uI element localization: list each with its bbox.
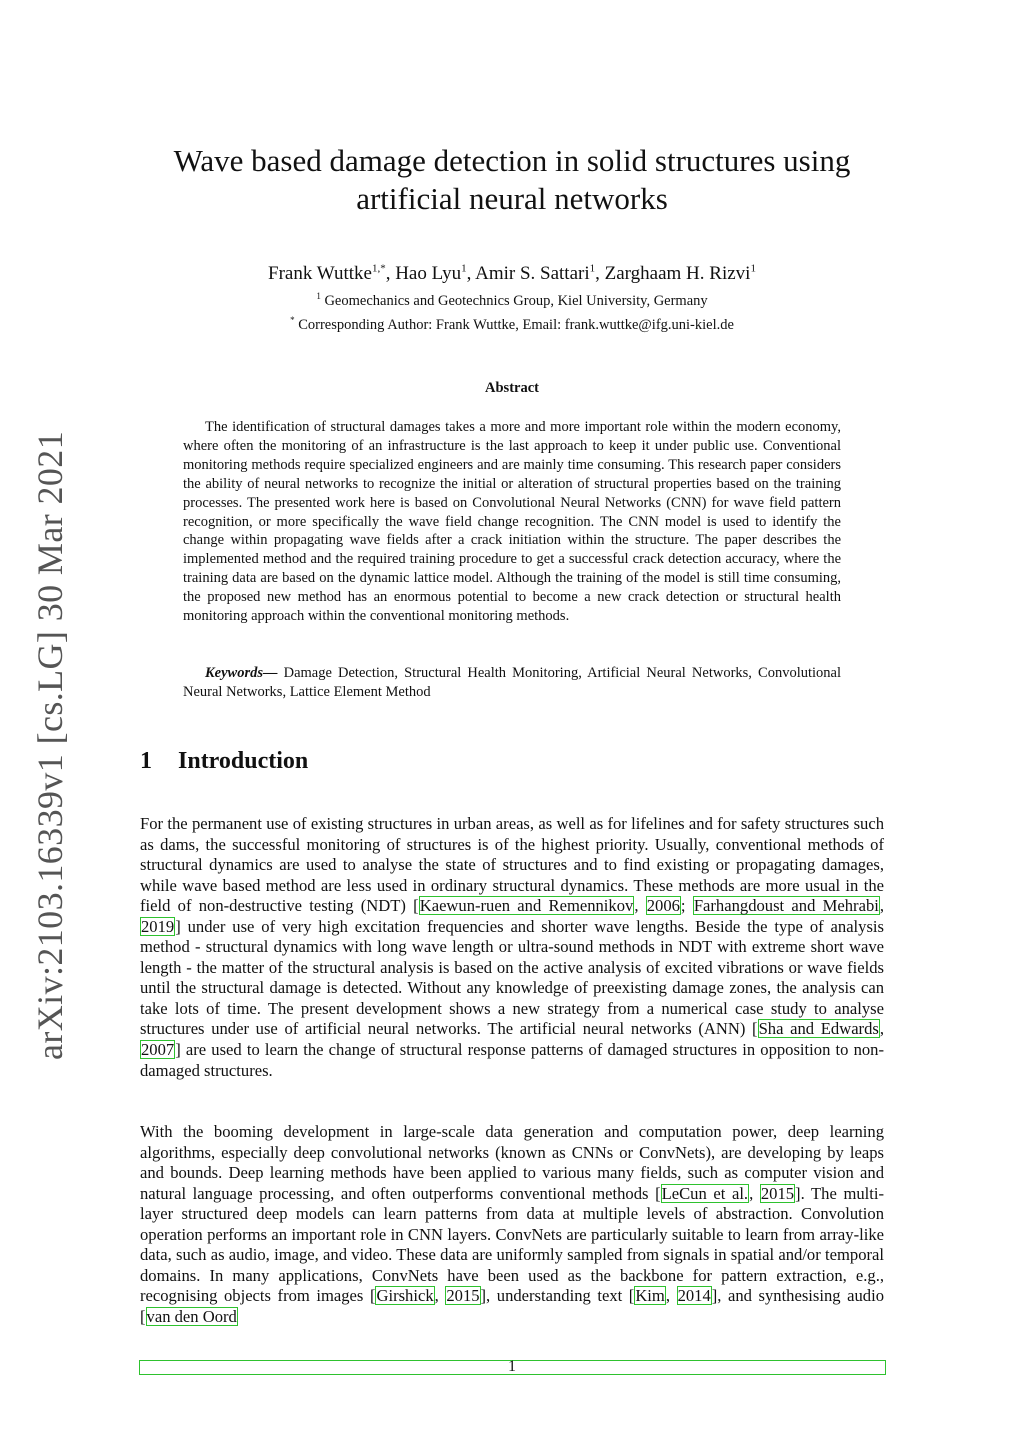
paragraph [140, 1122, 884, 1327]
citation-link[interactable]: Kim [635, 1286, 665, 1306]
citation-link[interactable]: Farhangdoust and Mehrabi [693, 896, 879, 916]
paragraph-text: ], and synthesising audio [ [140, 1286, 884, 1326]
citation-link[interactable]: 2019 [141, 916, 175, 936]
author: Amir S. Sattari$^1$, [475, 263, 605, 285]
keywords: Keywords— Damage Detection, Structural Health Monitoring, Artificial Neural Networks, Convolutional Neural Networks, Lattice Element Method [183, 665, 841, 700]
paragraph-text: , [434, 1286, 446, 1306]
arxiv-identifier: arXiv:2103.16339v1 [cs.LG] 30 Mar 2021 [30, 430, 70, 1060]
citation-link[interactable]: Kaewun-ruen and Remennikov [419, 896, 634, 916]
citation-link[interactable]: 2014 [677, 1286, 711, 1306]
paragraph-text: ; [680, 896, 693, 916]
paragraph-text: ]. The multi-layer structured deep models can learn patterns from data at multiple levels of abstraction. Convolution operation performs an important role in CNN layers. ConvNets are particularly suitable to learn from array-like data, such as audio, image, and video. These data are uniformly sampled from signals in spatial and/or temporal domains. In many applications, ConvNets have been used as the backbone for pattern extraction, e.g., recognising objects from images [ [140, 1183, 885, 1306]
paragraph-text: , [634, 896, 646, 916]
paragraph [140, 814, 884, 1081]
paragraph-text: , [665, 1286, 677, 1306]
section-heading: 1 Introduction [140, 748, 309, 774]
corresponding-author: * Corresponding Author: Frank Wuttke, Email: frank.wuttke@ifg.uni-kiel.de [290, 315, 734, 333]
paragraph-text: ] under use of very high excitation frequencies and shorter wave lengths. Beside the type of analysis method - structural dynamics with long wave length or ultra-sound methods in NDT with extreme short wave length - the matter of the structural analysis is based on the active analysis of excited vibrations or wave fields until the structural damage is detected. Without any knowledge of preexisting damage zones, the analysis can take lots of time. The present development shows a new strategy from a numerical case study to analyse structures under use of artificial neural networks. The artificial neural networks (ANN) [ [140, 916, 884, 1039]
paragraph-text: , [879, 1019, 884, 1039]
paragraph-text: For the permanent use of existing structures in urban areas, as well as for lifelines and for safety structures such as dams, the successful monitoring of structures is of the highest priority. Usually, conventional methods of structural dynamics are used to analyse the state of structures and to find existing or propagating damages, while wave based method are less used in ordinary structural dynamics. These methods are more usual in the field of non-destructive testing (NDT) [ [140, 814, 884, 916]
citation-link[interactable]: Girshick [376, 1286, 434, 1306]
affiliation: $^1$ Geomechanics and Geotechnics Group, Kiel University, Germany [316, 291, 708, 309]
page-number: 1 [508, 1358, 516, 1375]
paragraph-text: With the booming development in large-scale data generation and computation power, deep learning algorithms, especially deep convolutional networks (known as CNNs or ConvNets), are developing by leaps and bounds. Deep learning methods have been applied to various many fields, such as computer vision and natural language processing, and often outperforms conventional methods [ [140, 1122, 884, 1203]
abstract-heading: Abstract [485, 380, 539, 396]
citation-link[interactable]: 2007 [141, 1040, 175, 1060]
author: Hao Lyu$^1$, [395, 263, 476, 285]
keywords-label: Keywords— [205, 665, 278, 681]
title-line-2: artificial neural networks [356, 181, 668, 216]
paragraph-text: , [749, 1183, 760, 1203]
citation-link[interactable]: 2006 [646, 896, 680, 916]
paper-title [100, 142, 924, 218]
author-list [100, 257, 924, 286]
author: Frank Wuttke$^{1,*}$, [268, 263, 396, 285]
citation-link[interactable]: 2015 [760, 1183, 795, 1203]
paragraph-text: ] are used to learn the change of structural response patterns of damaged structures in opposition to non-damaged structures. [140, 1040, 884, 1080]
paragraph-text: ], understanding text [ [480, 1286, 635, 1306]
citation-link[interactable]: Sha and Edwards [758, 1019, 879, 1039]
citation-link[interactable]: LeCun et al. [661, 1183, 749, 1203]
author: Zarghaam H. Rizvi$^1$ [604, 263, 756, 285]
paragraph-text: , [879, 896, 885, 916]
abstract-text: The identification of structural damages takes a more and more important role within the modern economy, where often the monitoring of an infrastructure is the last approach to keep it under public use. Conventional monitoring methods require specialized engineers and are mainly time consuming. This research paper considers the ability of neural networks to recognize the initial or alteration of structural properties based on the training processes. The presented work here is based on Convolutional Neural Networks (CNN) for wave field pattern recognition, or more specifically the wave field change recognition. The CNN model is used to identify the change within propagating wave fields after a crack initiation within the structure. The paper describes the implemented method and the required training procedure to get a successful crack detection accuracy, where the training data are based on the dynamic lattice model. Although the training of the model is still time consuming, the proposed new method has an enormous potential to become a new crack detection or structural health monitoring approach within the conventional monitoring methods. [183, 419, 841, 625]
citation-link[interactable]: 2015 [446, 1286, 480, 1306]
citation-link[interactable]: van den Oord [146, 1306, 237, 1326]
title-line-1: Wave based damage detection in solid structures using [173, 143, 851, 178]
